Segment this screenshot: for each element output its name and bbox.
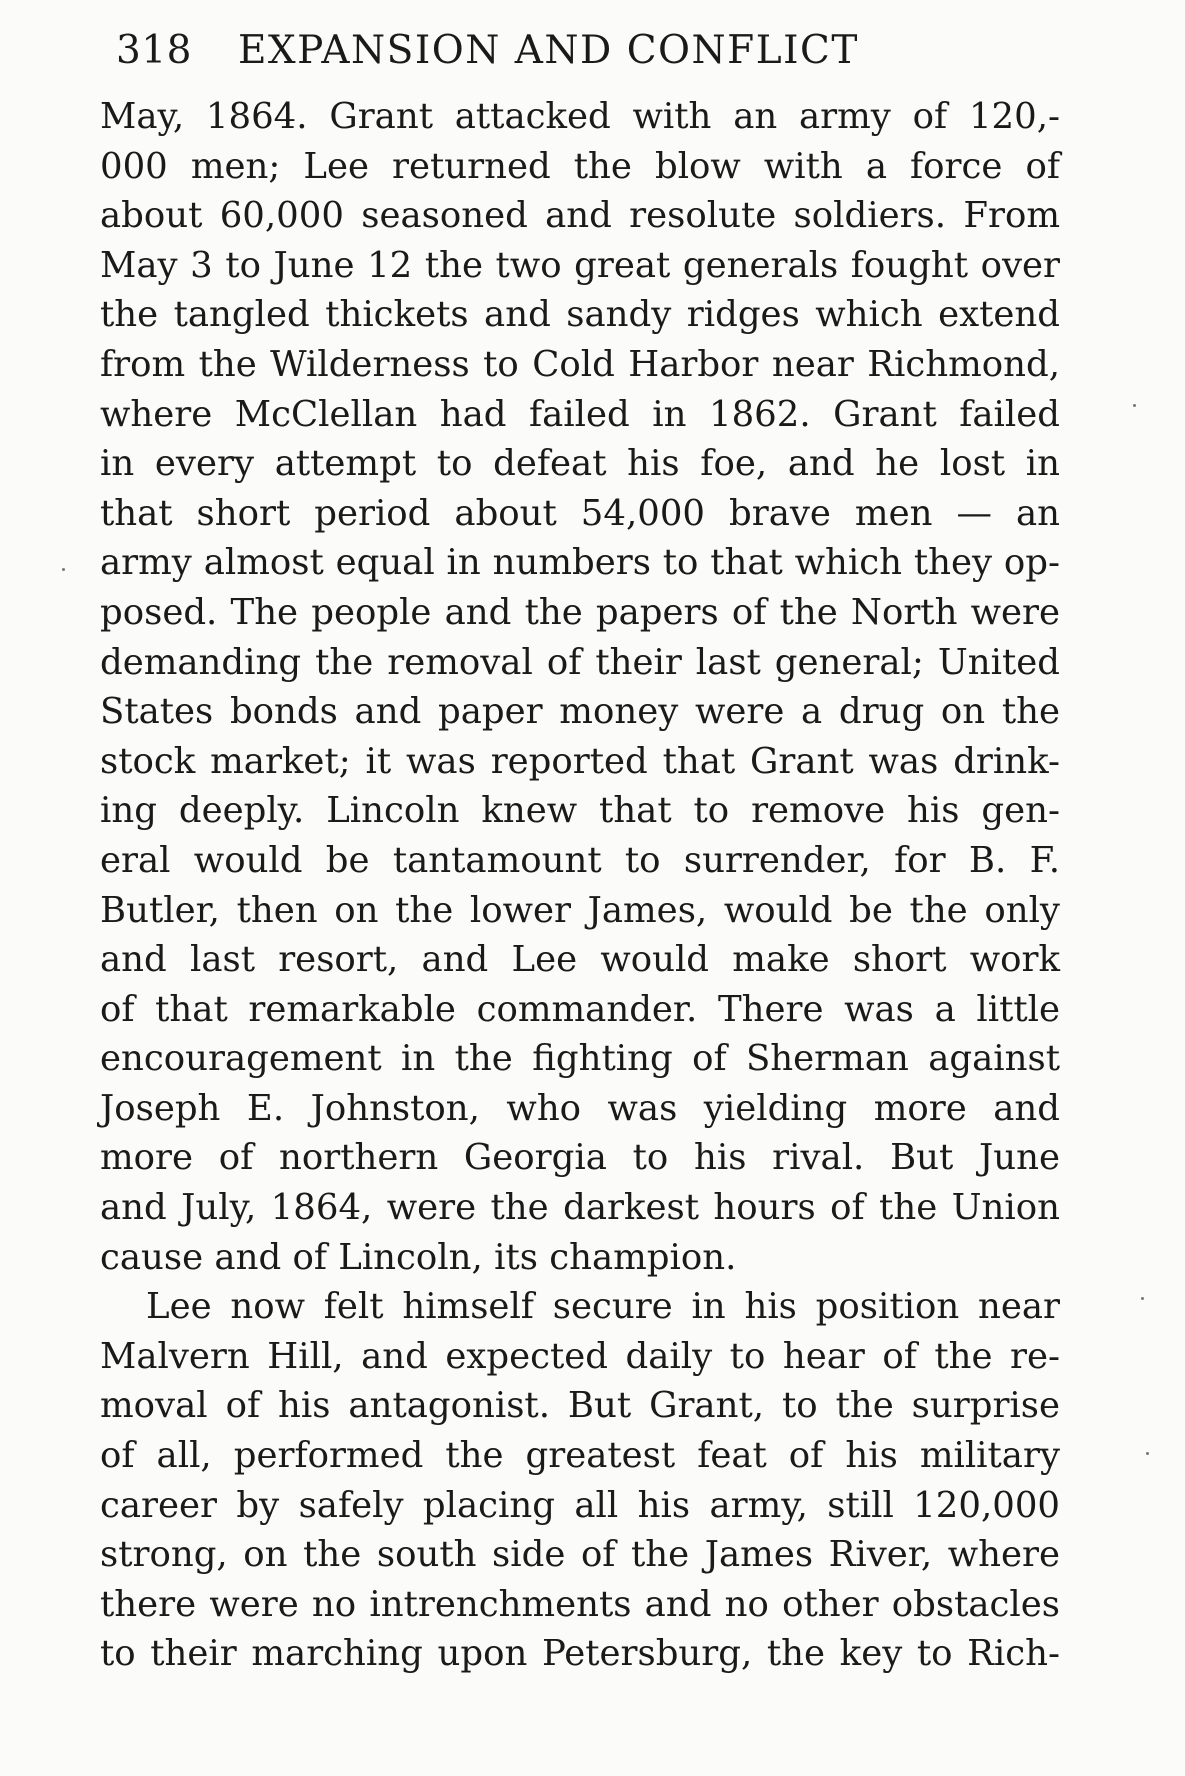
text-line: Malvern Hill, and expected daily to hear of the re- bbox=[100, 1335, 1060, 1377]
text-line: demanding the removal of their last general; United bbox=[100, 641, 1060, 683]
text-line: there were no intrenchments and no other obstacles bbox=[100, 1583, 1060, 1625]
text-line: ing deeply. Lincoln knew that to remove his gen- bbox=[100, 790, 1060, 832]
running-head bbox=[116, 28, 1076, 84]
page-number: 318 bbox=[116, 28, 192, 73]
text-line: stock market; it was reported that Grant was drink- bbox=[100, 740, 1060, 782]
text-line: the tangled thickets and sandy ridges which extend bbox=[100, 294, 1060, 336]
text-line: May 3 to June 12 the two great generals fought over bbox=[100, 244, 1060, 286]
paragraph-2 bbox=[100, 1282, 1060, 1679]
scan-speck bbox=[1146, 1452, 1149, 1455]
text-line: Joseph E. Johnston, who was yielding more and bbox=[100, 1087, 1060, 1129]
text-line: to their marching upon Petersburg, the key to Rich- bbox=[100, 1633, 1060, 1675]
text-line: in every attempt to defeat his foe, and he lost in bbox=[100, 443, 1060, 485]
text-line: Butler, then on the lower James, would be the only bbox=[100, 889, 1060, 931]
text-line: moval of his antagonist. But Grant, to the surprise bbox=[100, 1385, 1060, 1427]
text-line: strong, on the south side of the James River, where bbox=[100, 1534, 1060, 1576]
text-line: cause and of Lincoln, its champion. bbox=[100, 1236, 737, 1278]
text-line: and July, 1864, were the darkest hours of the Union bbox=[100, 1187, 1060, 1229]
text-line: of that remarkable commander. There was a little bbox=[100, 988, 1060, 1030]
scan-speck bbox=[1133, 404, 1136, 407]
text-line: States bonds and paper money were a drug on the bbox=[100, 691, 1060, 733]
text-line: that short period about 54,000 brave men — an bbox=[100, 492, 1060, 534]
scan-speck bbox=[1141, 1297, 1144, 1300]
text-line: eral would be tantamount to surrender, for B. F. bbox=[100, 839, 1060, 881]
text-line: about 60,000 seasoned and resolute soldiers. From bbox=[100, 195, 1060, 237]
running-head-title: EXPANSION AND CONFLICT bbox=[237, 28, 859, 73]
text-line: encouragement in the fighting of Sherman against bbox=[100, 1038, 1060, 1080]
text-line: where McClellan had failed in 1862. Grant failed bbox=[100, 393, 1060, 435]
text-line: more of northern Georgia to his rival. But June bbox=[100, 1137, 1060, 1179]
text-line: of all, performed the greatest feat of his military bbox=[100, 1435, 1060, 1477]
text-line: 000 men; Lee returned the blow with a force of bbox=[100, 145, 1060, 187]
text-line: from the Wilderness to Cold Harbor near Richmond, bbox=[100, 343, 1060, 385]
text-line: posed. The people and the papers of the North were bbox=[100, 591, 1060, 633]
body-text bbox=[100, 92, 1060, 1679]
text-line: army almost equal in numbers to that which they op- bbox=[100, 542, 1060, 584]
text-line: Lee now felt himself secure in his position near bbox=[146, 1286, 1060, 1328]
scan-speck bbox=[62, 568, 65, 571]
text-line: and last resort, and Lee would make short work bbox=[100, 939, 1060, 981]
text-line: career by safely placing all his army, still 120,000 bbox=[100, 1484, 1060, 1526]
text-line: May, 1864. Grant attacked with an army of 120,- bbox=[100, 96, 1060, 137]
paragraph-1 bbox=[100, 92, 1060, 1282]
